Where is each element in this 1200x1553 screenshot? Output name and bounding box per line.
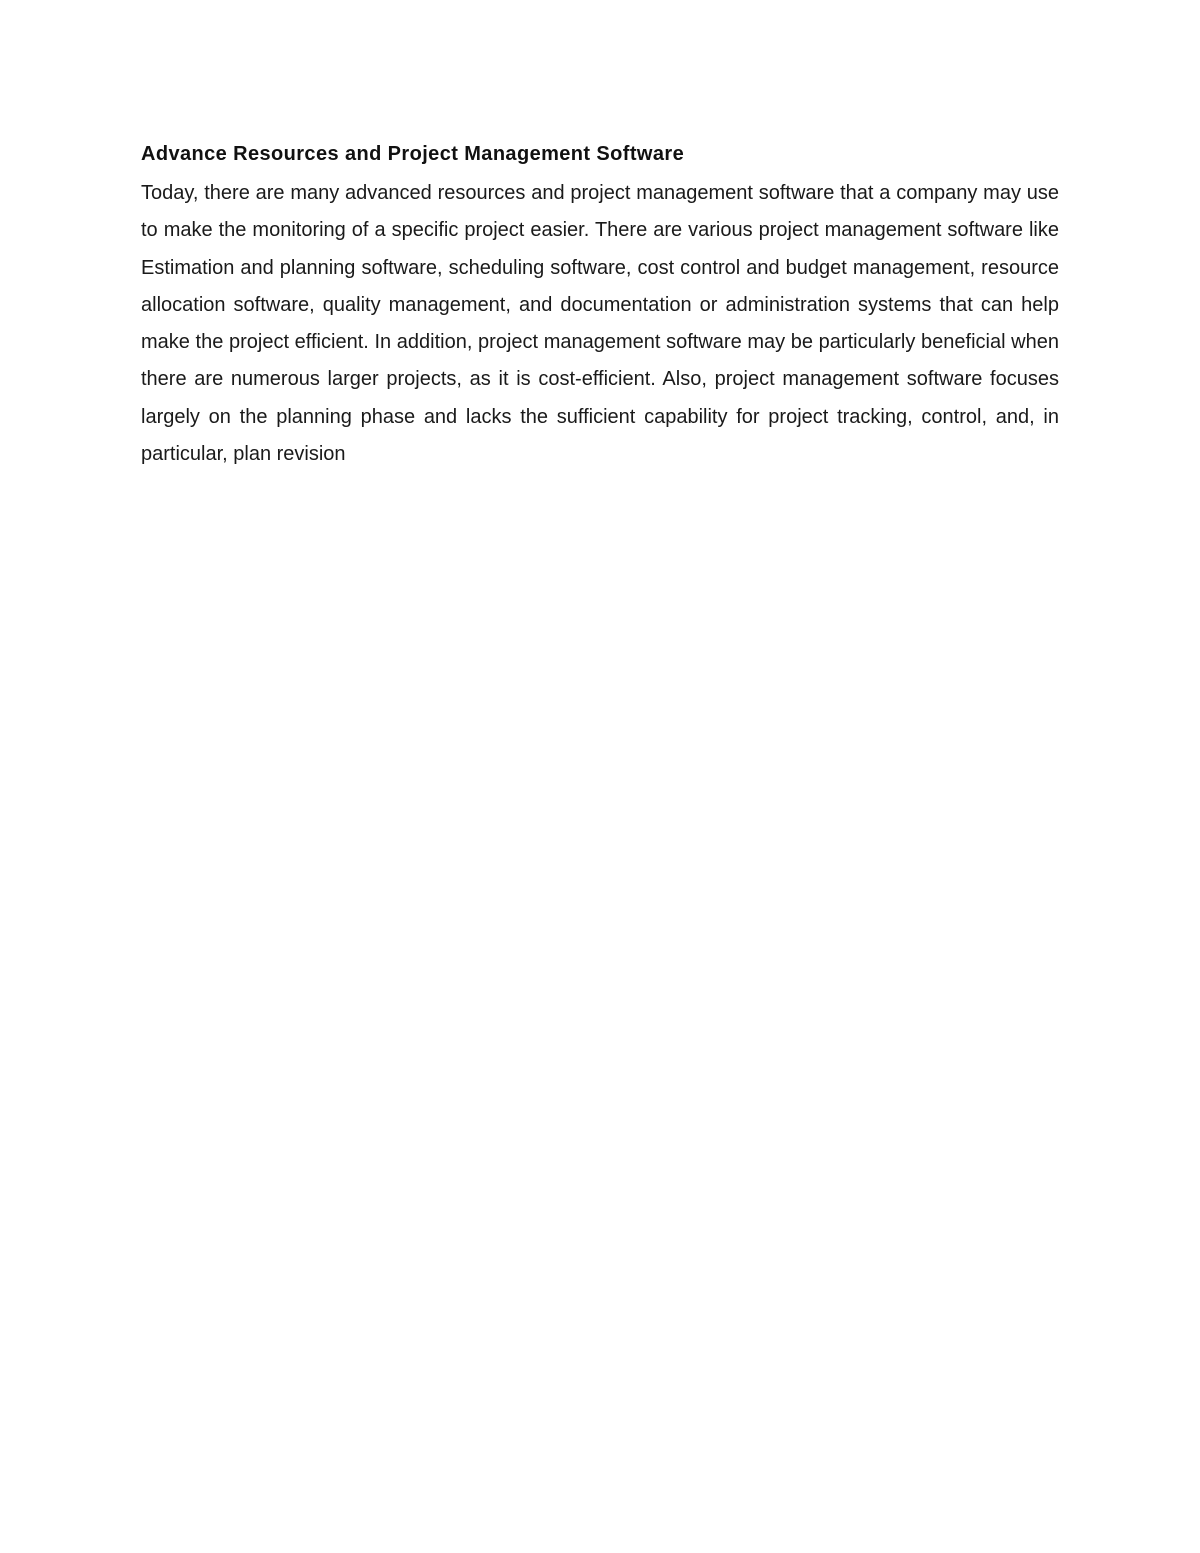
document-paragraph: Today, there are many advanced resources and project management software that a company may use to make the monitoring of a specific project easier. There are various project management software like Estimation and planning software, scheduling software, cost control and budget management, resource allocation software, quality management, and documentation or administration systems that can help make the project efficient. In addition, project management software may be particularly beneficial when there are numerous larger projects, as it is cost-efficient. Also, project management software focuses largely on the planning phase and lacks the sufficient capability for project tracking, control, and, in particular, plan revision xyxy=(141,182,1059,466)
document-heading: Advance Resources and Project Management Software xyxy=(141,143,685,165)
document-body xyxy=(141,139,1059,473)
